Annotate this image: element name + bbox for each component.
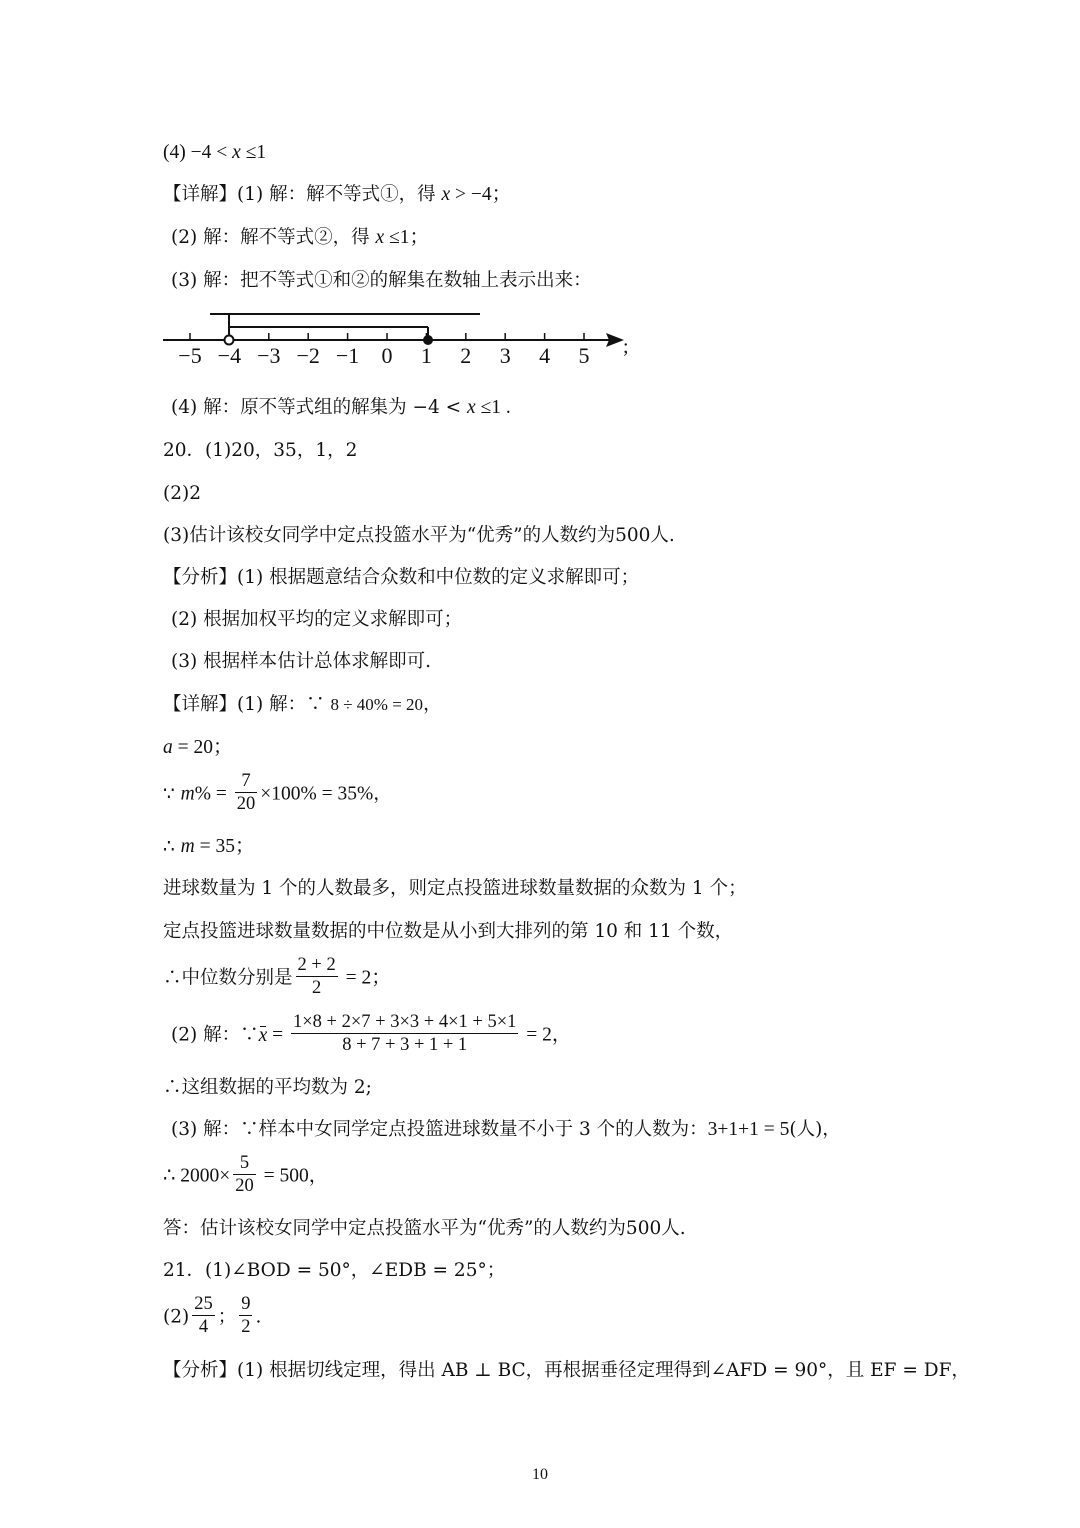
detail-20-3 <box>171 1117 841 1143</box>
text-part: = 35； <box>194 836 255 857</box>
var-x: x <box>441 184 451 205</box>
detail-step-1 <box>163 182 511 208</box>
detail-20-a <box>163 735 233 761</box>
answer-20-1: 20．(1)20，35，1，2 <box>163 440 358 461</box>
fraction <box>233 1152 256 1197</box>
text-part: ∵ <box>163 783 181 805</box>
text-part: ∴中位数分别是 <box>163 967 293 989</box>
detail-20-mode: 进球数量为 1 个的人数最多，则定点投篮进球数量数据的众数为 1 个； <box>163 878 747 899</box>
fraction-numerator: 2 + 2 <box>297 955 336 975</box>
fraction-denominator: 4 <box>198 1317 209 1337</box>
text-part: (4) 解：原不等式组的解集为 −4 < <box>171 397 468 418</box>
fraction <box>291 1011 518 1056</box>
detail-20-mean-result: ∴这组数据的平均数为 2; <box>163 1077 372 1098</box>
var-a: a <box>163 737 173 758</box>
text-part: 【详解】(1) 解：∵ <box>163 694 331 715</box>
fraction-denominator: 2 <box>311 978 322 998</box>
tick-label: −1 <box>335 343 360 368</box>
analysis-21-1: 【分析】(1) 根据切线定理，得出 AB ⊥ BC，再根据垂径定理得到∠AFD = 90°，且 EF = DF， <box>163 1360 970 1381</box>
text-part: ∴ 2000× <box>163 1165 231 1187</box>
text-part: (2) 解：∵ <box>171 1024 259 1046</box>
text-part: (2) 解：解不等式②，得 <box>171 227 376 248</box>
tick-label: 4 <box>539 343 551 368</box>
fraction <box>239 1293 252 1338</box>
fraction-numerator: 9 <box>241 1294 251 1314</box>
text-part: ， <box>373 783 392 805</box>
var-x: x <box>232 142 241 163</box>
text-part: > −4； <box>450 184 512 205</box>
var-x: x <box>467 397 476 418</box>
tick-label: −4 <box>217 343 242 368</box>
text-part: (3) 解：∵样本中女同学定点投篮进球数量不小于 3 个的人数为： <box>171 1119 708 1140</box>
fraction <box>296 954 338 999</box>
fraction-numerator: 5 <box>233 1152 256 1175</box>
tick-label: 0 <box>381 343 393 368</box>
detail-20-median-desc: 定点投篮进球数量数据的中位数是从小到大排列的第 10 和 11 个数， <box>163 921 734 942</box>
detail-step-3: (3) 解：把不等式①和②的解集在数轴上表示出来： <box>171 270 592 291</box>
answer-20-conclusion: 答：估计该校女同学中定点投篮水平为“优秀”的人数约为500人. <box>163 1218 686 1239</box>
number-line-trailing: ; <box>623 336 629 358</box>
detail-20-mean <box>171 1013 571 1058</box>
answer-21-2 <box>163 1295 261 1340</box>
text-part: = 500， <box>258 1165 329 1187</box>
text-part: (人)， <box>789 1119 841 1140</box>
var-x: x <box>375 227 385 248</box>
detail-20-m <box>163 834 255 860</box>
answer-20-2: (2)2 <box>163 483 201 504</box>
detail-step-4 <box>171 395 511 421</box>
text-part: (4) −4 < <box>163 142 233 163</box>
tick-label: 5 <box>578 343 590 368</box>
text-part: = 2， <box>521 1024 572 1046</box>
answer-21-1: 21．(1)∠BOD = 50°，∠EDB = 25°； <box>163 1260 506 1281</box>
fraction-denominator: 20 <box>235 1176 254 1196</box>
tick-label: −2 <box>296 343 320 368</box>
text-part: = <box>267 1024 288 1046</box>
text-part: % = <box>194 783 232 805</box>
expr: 8 ÷ 40% = 20 <box>330 695 424 714</box>
var-x-bar: x <box>259 1023 268 1049</box>
tick-label: 3 <box>499 343 511 368</box>
text-part: = 2； <box>340 967 391 989</box>
detail-20-m-percent <box>163 772 392 817</box>
expr: 3+1+1 = 5 <box>707 1119 790 1140</box>
fraction <box>192 1293 215 1338</box>
fraction-denominator: 8 + 7 + 3 + 1 + 1 <box>342 1035 468 1055</box>
fraction-denominator: 2 <box>241 1317 251 1337</box>
text-part: ≤1； <box>384 227 429 248</box>
fraction <box>235 770 258 815</box>
detail-20-1 <box>163 692 442 718</box>
text-part: . <box>255 1306 262 1328</box>
fraction-denominator: 20 <box>236 794 256 814</box>
text-part: ； <box>217 1306 237 1328</box>
text-part: ≤1 <box>240 142 267 163</box>
page-number: 10 <box>532 1466 548 1483</box>
analysis-20-2: (2) 根据加权平均的定义求解即可； <box>171 609 463 630</box>
detail-step-2 <box>171 225 429 251</box>
tick-label: 1 <box>420 343 432 368</box>
text-part: ， <box>423 694 442 715</box>
fraction-numerator: 25 <box>194 1294 213 1314</box>
tick-label: −5 <box>178 343 202 368</box>
answer-20-3: (3)估计该校女同学中定点投篮水平为“优秀”的人数约为500人. <box>163 525 675 546</box>
text-part: ∴ <box>163 836 181 857</box>
analysis-20-1: 【分析】(1) 根据题意结合众数和中位数的定义求解即可； <box>163 567 640 588</box>
var-m: m <box>180 836 195 857</box>
fraction-numerator: 7 <box>235 770 258 793</box>
tick-label: 2 <box>460 343 472 368</box>
var-m: m <box>180 783 195 805</box>
answer-19-4-result <box>163 140 266 166</box>
detail-20-median <box>163 956 391 1001</box>
tick-label: −3 <box>257 343 281 368</box>
fraction-numerator: 1×8 + 2×7 + 3×3 + 4×1 + 5×1 <box>293 1012 517 1032</box>
text-part: (2) <box>163 1306 190 1328</box>
text-part: ≤1 . <box>475 397 511 418</box>
expr: ×100% = 35% <box>260 783 374 805</box>
text-part: 【详解】(1) 解：解不等式①，得 <box>163 184 442 205</box>
text-part: = 20； <box>172 737 233 758</box>
detail-20-estimate <box>163 1154 328 1199</box>
analysis-20-3: (3) 根据样本估计总体求解即可. <box>171 651 431 672</box>
